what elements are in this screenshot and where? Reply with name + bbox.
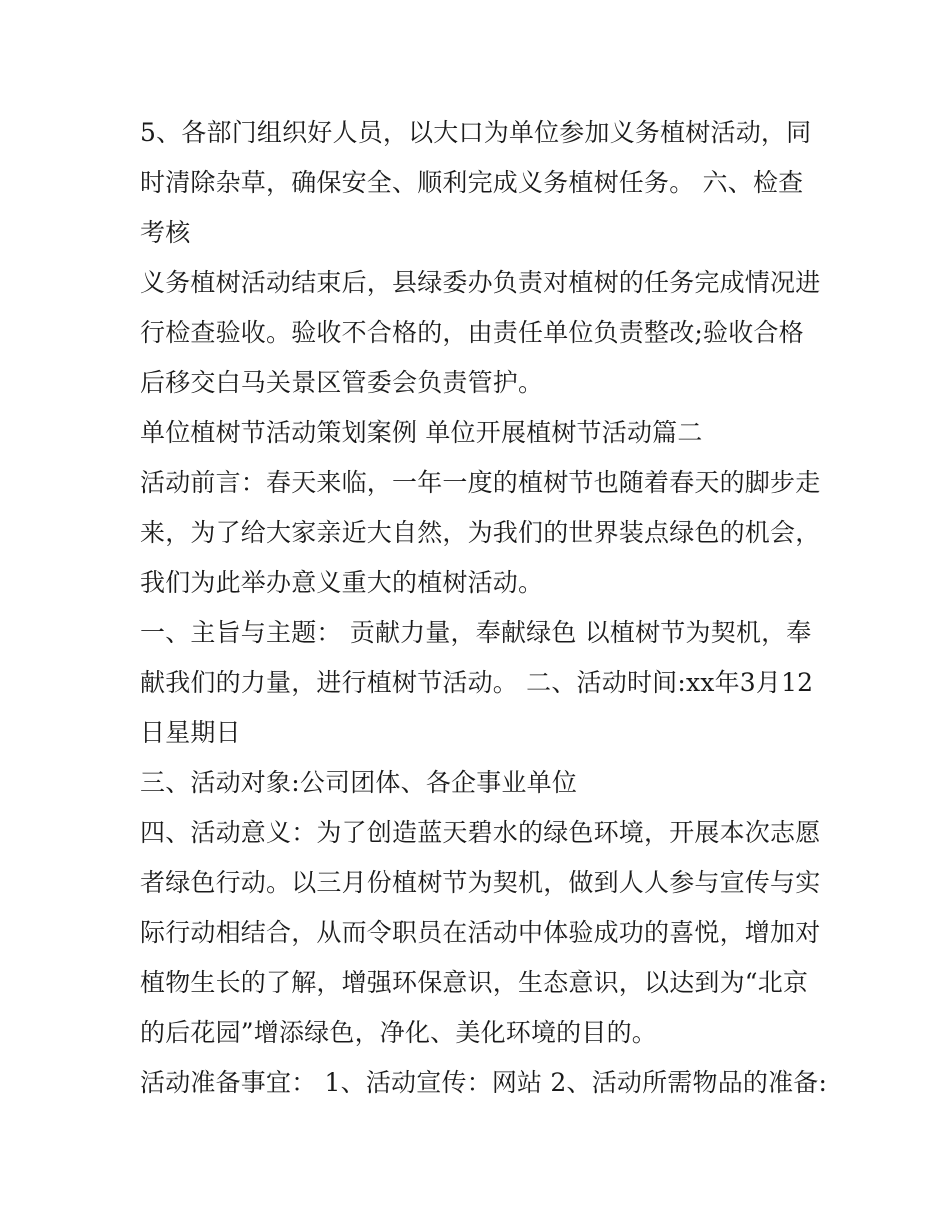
text-line: 者绿色行动。以三月份植树节为契机，做到人人参与宣传与实 [140,868,821,897]
text-line: 时清除杂草，确保安全、顺利完成义务植树任务。 六、检查 [140,168,804,197]
text-line: 活动准备事宜： 1、活动宣传：网站 2、活动所需物品的准备: [140,1068,828,1097]
text-line: 三、活动对象:公司团体、各企事业单位 [140,768,578,797]
section-heading: 单位植树节活动策划案例 单位开展植树节活动篇二 [140,418,703,447]
text-line: 5、各部门组织好人员，以大口为单位参加义务植树活动，同 [140,118,812,147]
text-line: 来，为了给大家亲近大自然，为我们的世界装点绿色的机会， [140,518,821,547]
text-line: 活动前言：春天来临，一年一度的植树节也随着春天的脚步走 [140,468,821,497]
text-line: 行检查验收。验收不合格的，由责任单位负责整改;验收合格 [140,318,804,347]
text-line: 日星期日 [140,718,241,747]
text-line: 的后花园”增添绿色，净化、美化环境的目的。 [140,1018,657,1047]
text-line: 义务植树活动结束后，县绿委办负责对植树的任务完成情况进 [140,268,821,297]
text-line: 考核 [140,218,191,247]
text-line: 一、主旨与主题： 贡献力量，奉献绿色 以植树节为契机，奉 [140,618,812,647]
text-line: 四、活动意义：为了创造蓝天碧水的绿色环境，开展本次志愿 [140,818,821,847]
text-line: 献我们的力量，进行植树节活动。 二、活动时间:xx年3月12 [140,668,814,697]
document-body [140,108,830,1108]
text-line: 我们为此举办意义重大的植树活动。 [140,568,544,597]
text-line: 际行动相结合，从而令职员在活动中体验成功的喜悦，增加对 [140,918,821,947]
text-line: 植物生长的了解，增强环保意识，生态意识，以达到为“北京 [140,968,809,997]
text-line: 后移交白马关景区管委会负责管护。 [140,368,544,397]
